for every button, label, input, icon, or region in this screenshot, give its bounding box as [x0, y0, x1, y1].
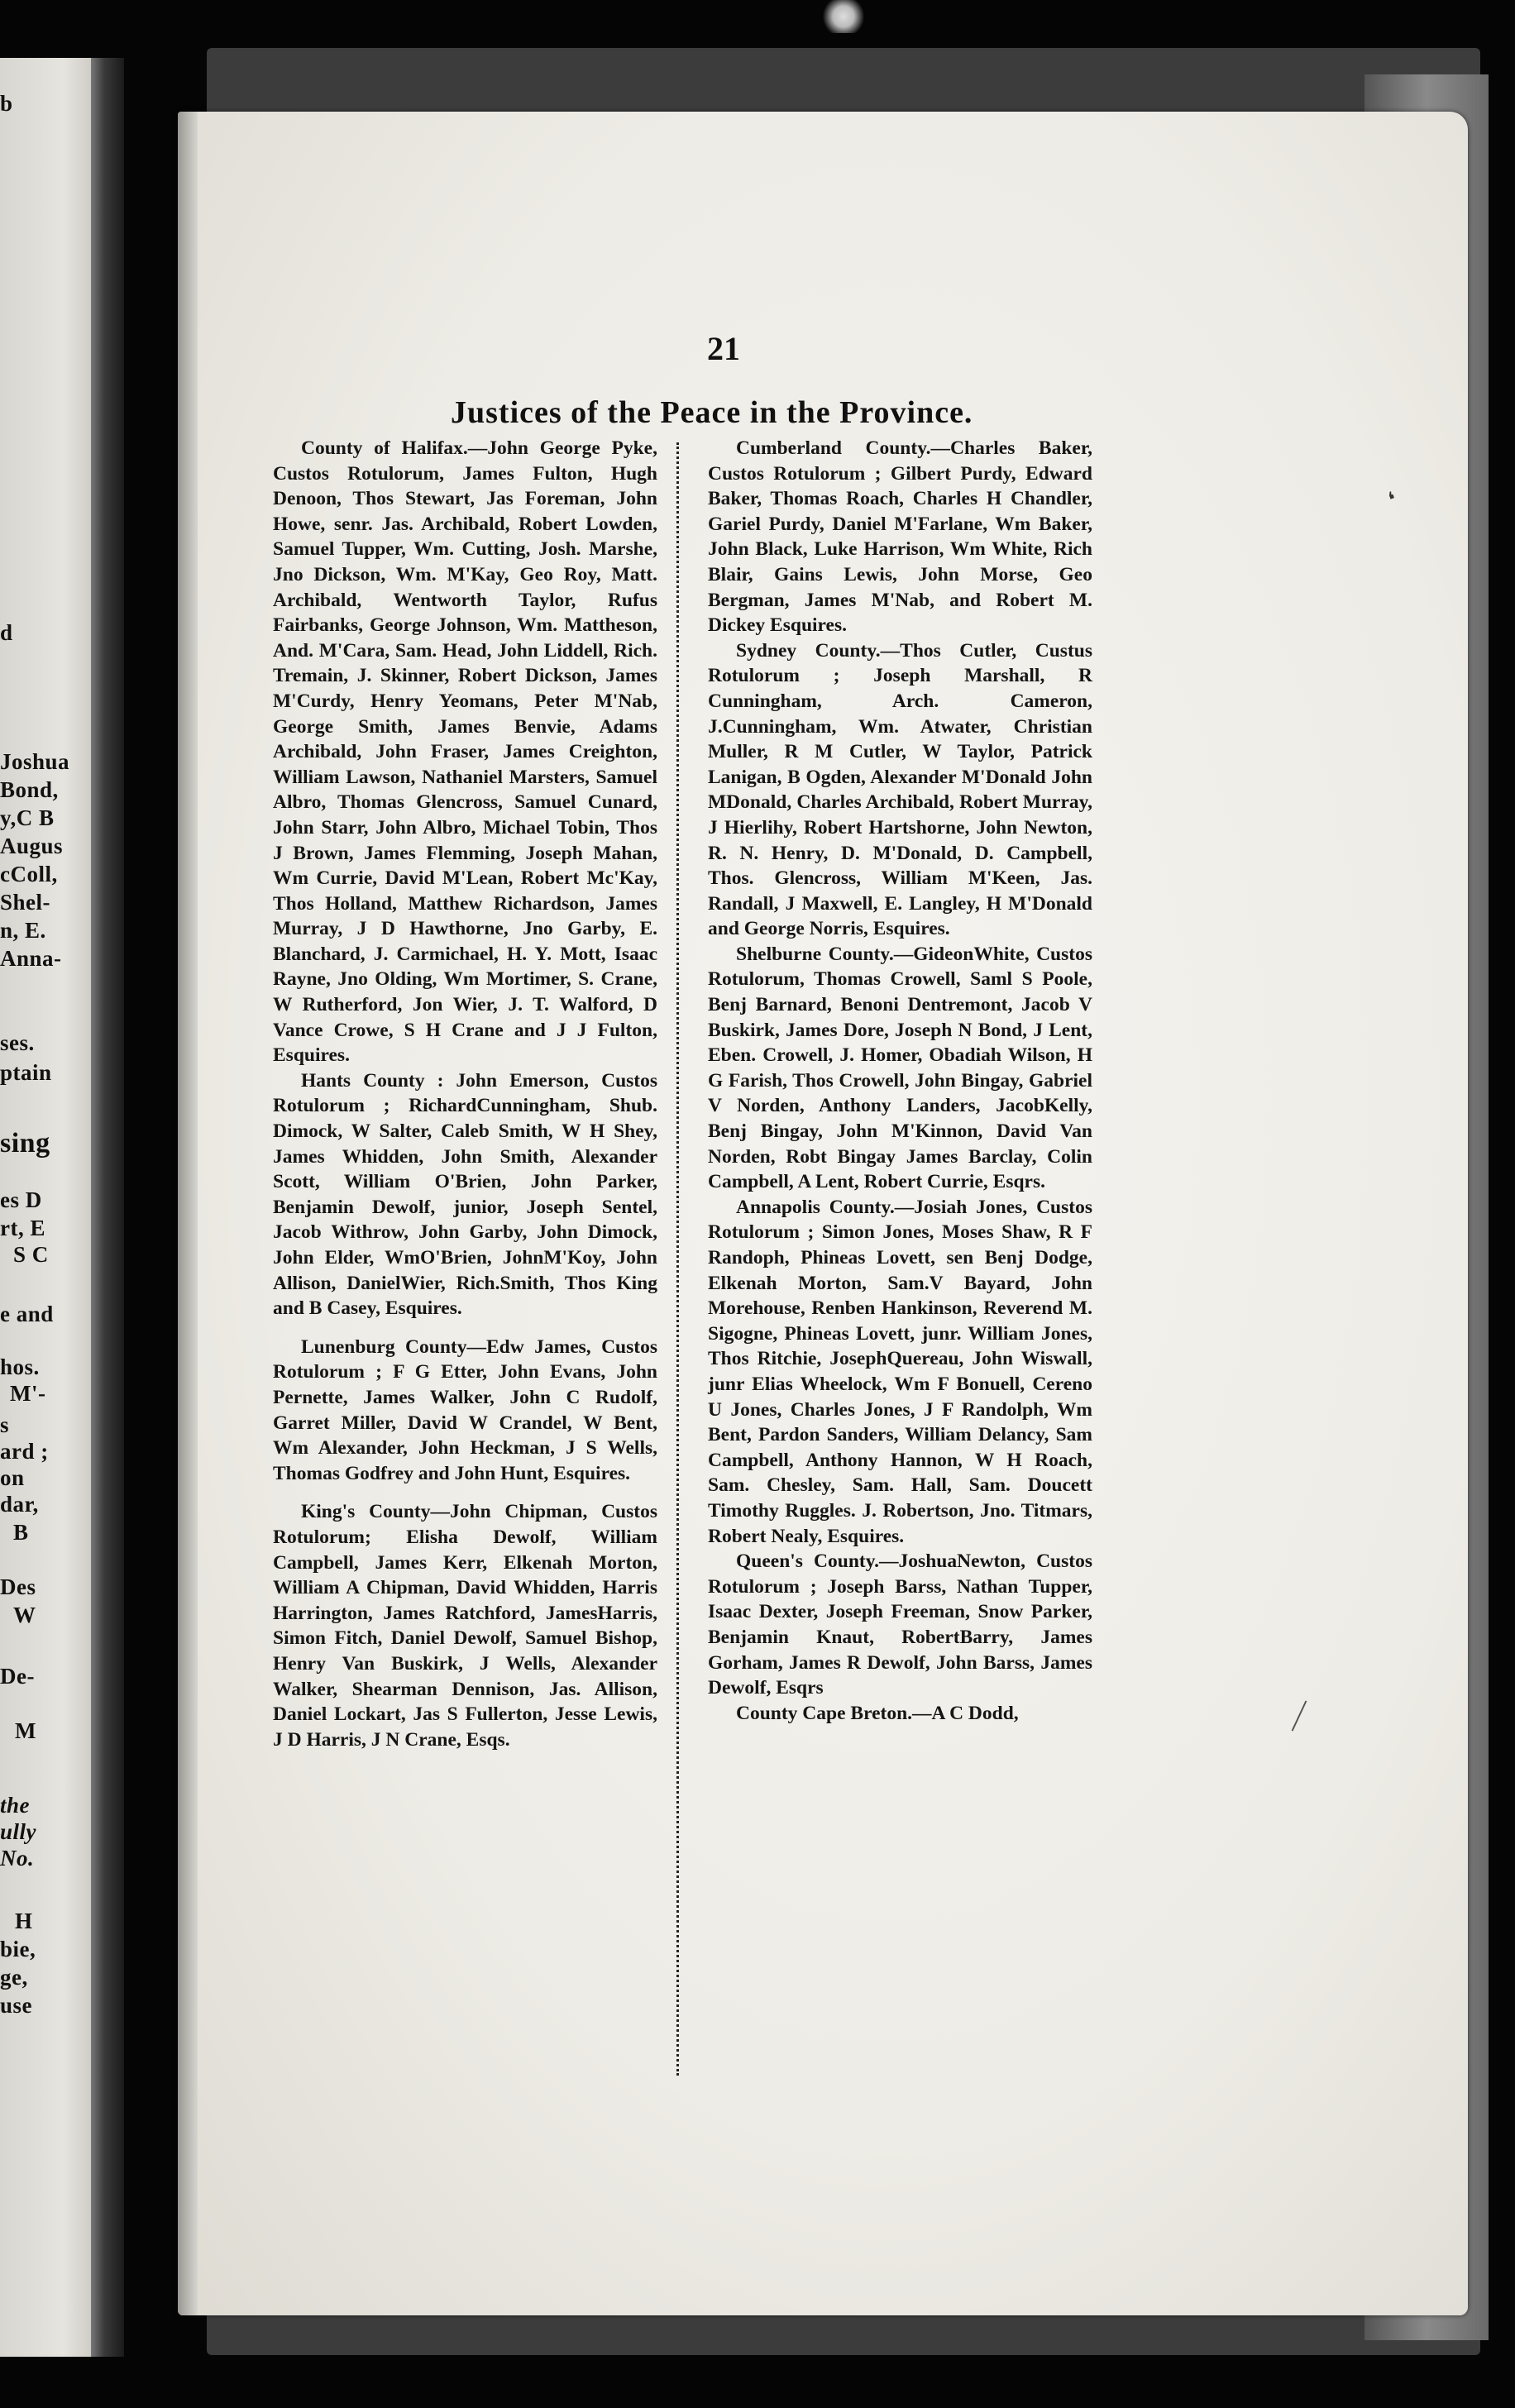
left-fragment-text: W	[13, 1603, 36, 1627]
left-fragment-text: ses.	[0, 1030, 35, 1055]
left-fragment-text: bie,	[0, 1937, 36, 1961]
left-fragment-text: Augus	[0, 834, 64, 858]
column-divider	[676, 442, 695, 2076]
left-fragment-text: dar,	[0, 1492, 39, 1517]
left-fragment-text: on	[0, 1465, 25, 1490]
county-entry-cumberland: Cumberland County.—Charles Baker, Custos Rotulorum ; Gilbert Purdy, Edward Baker, Thomas Roach, Charles H Chandler, Gariel Purdy, Daniel M'Farlane, Wm Baker, John Black, Luke Harrison, Wm White, Rich Blair, Gains Lewis, John Morse, Geo Bergman, James M'Nab, and Robert M. Dickey Esquires.	[708, 437, 1092, 637]
left-fragment-text: Bond,	[0, 777, 59, 802]
left-fragment-text: ptain	[0, 1060, 52, 1085]
left-fragment-text: De-	[0, 1664, 35, 1689]
left-fragment-text: Des	[0, 1574, 36, 1599]
left-fragment-text: hos.	[0, 1354, 40, 1379]
left-fragment-text: ully	[0, 1819, 37, 1844]
left-fragment-text: B	[13, 1520, 29, 1545]
left-fragment-text: es D	[0, 1187, 42, 1212]
left-fragment-text: y,C B	[0, 805, 55, 830]
left-text-column	[273, 436, 657, 1752]
page-number: 21	[707, 330, 740, 367]
county-entry-annapolis: Annapolis County.—Josiah Jones, Custos Rotulorum ; Simon Jones, Moses Shaw, R F Randoph, Phineas Lovett, sen Benj Dodge, Elkenah Morton, Sam.V Bayard, John Morehouse, Renben Hankinson, Reverend M. Sigogne, Phineas Lovett, junr. William Jones, Thos Ritchie, JosephQuereau, John Wiswall, junr Elias Wheelock, Wm F Bonuell, Cereno U Jones, Charles Jones, J F Randolph, Wm Bent, Pardon Sanders, William Delancy, Sam Campbell, Anthony Hannon, W H Roach, Sam. Chesley, Sam. Hall, Sam. Doucett Timothy Ruggles. J. Robertson, Jno. Titmars, Robert Nealy, Esquires.	[708, 1196, 1092, 1547]
left-fragment-text: sing	[0, 1128, 50, 1159]
left-fragment-text: No.	[0, 1846, 35, 1870]
film-artifact	[819, 0, 868, 33]
county-entry-lunenburg: Lunenburg County—Edw James, Custos Rotulorum ; F G Etter, John Evans, John Pernette, James Walker, John C Rudolf, Garret Miller, David W Crandel, W Bent, Wm Alexander, John Heckman, J S Wells, Thomas Godfrey and John Hunt, Esquires.	[273, 1335, 657, 1484]
left-fragment-text: the	[0, 1793, 31, 1818]
left-fragment-text: ge,	[0, 1965, 28, 1990]
left-fragment-text: M	[15, 1718, 36, 1743]
left-fragment-text: Joshua	[0, 749, 70, 774]
page-edge	[178, 112, 198, 2315]
left-fragment-text: e and	[0, 1302, 54, 1326]
left-fragment-text: n, E.	[0, 918, 46, 943]
ink-mark: ❛	[1385, 487, 1400, 513]
left-fragment-text: b	[0, 91, 13, 116]
left-fragment-text: cColl,	[0, 862, 58, 886]
right-text-column	[708, 436, 1092, 1726]
left-fragment-text: S C	[13, 1242, 49, 1267]
left-fragment-text: use	[0, 1993, 33, 2018]
facing-page-fragment	[0, 58, 91, 2357]
county-entry-queens: Queen's County.—JoshuaNewton, Custos Rotulorum ; Joseph Barss, Nathan Tupper, Isaac Dexter, Joseph Freeman, Snow Parker, Benjamin Knaut, RobertBarry, James Gorham, James R Dewolf, John Barss, James Dewolf, Esqrs	[708, 1550, 1092, 1699]
book-gutter	[91, 58, 124, 2357]
county-entry-kings: King's County—John Chipman, Custos Rotulorum; Elisha Dewolf, William Campbell, James Kerr, Elkenah Morton, William A Chipman, David Whidden, Harris Harrington, James Ratchford, JamesHarris, Simon Fitch, Daniel Dewolf, Samuel Bishop, Henry Van Buskirk, J Wells, Alexander Walker, Shearman Dennison, Jas. Allison, Daniel Lockart, Jas S Fullerton, Jesse Lewis, J D Harris, J N Crane, Esqs.	[273, 1501, 657, 1751]
county-entry-cape-breton: County Cape Breton.—A C Dodd,	[736, 1702, 1019, 1724]
left-fragment-text: H	[15, 1909, 33, 1933]
left-fragment-text: d	[0, 620, 13, 645]
county-entry-shelburne: Shelburne County.—GideonWhite, Custos Rotulorum, Thomas Crowell, Saml S Poole, Benj Barnard, Benoni Dentremont, Jacob V Buskirk, James Dore, Joseph N Bond, J Lent, Eben. Crowell, J. Homer, Obadiah Wilson, H G Farish, Thos Crowell, John Bingay, Gabriel V Norden, Anthony Landers, JacobKelly, Benj Bingay, John M'Kinnon, David Van Norden, Robt Bingay James Barclay, Colin Campbell, A Lent, Robert Currie, Esqrs.	[708, 943, 1092, 1193]
county-entry-hants: Hants County : John Emerson, Custos Rotulorum ; RichardCunningham, Shub. Dimock, W Salter, Caleb Smith, W H Shey, James Whidden, John Smith, Alexander Scott, William O'Brien, John Parker, Benjamin Dewolf, junior, Joseph Sentel, Jacob Withrow, John Garby, John Dimock, John Elder, WmO'Brien, JohnM'Koy, John Allison, DanielWier, Rich.Smith, Thos King and B Casey, Esquires.	[273, 1069, 657, 1320]
county-entry-halifax: County of Halifax.—John George Pyke, Custos Rotulorum, James Fulton, Hugh Denoon, Thos Stewart, Jas Foreman, John Howe, senr. Jas. Archibald, Robert Lowden, Samuel Tupper, Wm. Cutting, Josh. Marshe, Jno Dickson, Wm. M'Kay, Geo Roy, Matt. Archibald, Wentworth Taylor, Rufus Fairbanks, George Johnson, Wm. Mattheson, And. M'Cara, Sam. Head, John Liddell, Rich. Tremain, J. Skinner, Robert Dickson, James M'Curdy, Henry Yeomans, Peter M'Nab, George Smith, James Benvie, Adams Archibald, John Fraser, James Creighton, William Lawson, Nathaniel Marsters, Samuel Albro, Thomas Glencross, Samuel Cunard, John Starr, John Albro, Michael Tobin, Thos J Brown, James Flemming, Joseph Mahan, Wm Currie, David M'Lean, Robert Mc'Kay, Thos Holland, Matthew Richardson, James Murray, J D Hawthorne, Jno Garby, E. Blanchard, J. Carmichael, H. Y. Mott, Isaac Rayne, Jno Olding, Wm Mortimer, S. Crane, W Rutherford, Jon Wier, J. T. Walford, D Vance Crowe, S H Crane and J J Fulton, Esquires.	[273, 437, 657, 1067]
left-fragment-text: Anna-	[0, 946, 62, 971]
left-fragment-text: ard ;	[0, 1439, 49, 1464]
left-fragment-text: Shel-	[0, 890, 51, 915]
left-fragment-text: M'-	[10, 1381, 46, 1406]
page-heading: Justices of the Peace in the Province.	[451, 395, 973, 430]
left-fragment-text: rt, E	[0, 1216, 45, 1240]
county-entry-sydney: Sydney County.—Thos Cutler, Custus Rotulorum ; Joseph Marshall, R Cunningham, Arch. Cameron, J.Cunningham, Wm. Atwater, Christian Muller, R M Cutler, W Taylor, Patrick Lanigan, B Ogden, Alexander M'Donald John MDonald, Charles Archibald, Robert Murray, J Hierlihy, Robert Hartshorne, John Newton, R. N. Henry, D. M'Donald, D. Campbell, Thos. Glencross, William M'Keen, Jas. Randall, J Maxwell, E. Langley, H M'Donald and George Norris, Esquires.	[708, 639, 1092, 940]
left-fragment-text: s	[0, 1412, 10, 1437]
